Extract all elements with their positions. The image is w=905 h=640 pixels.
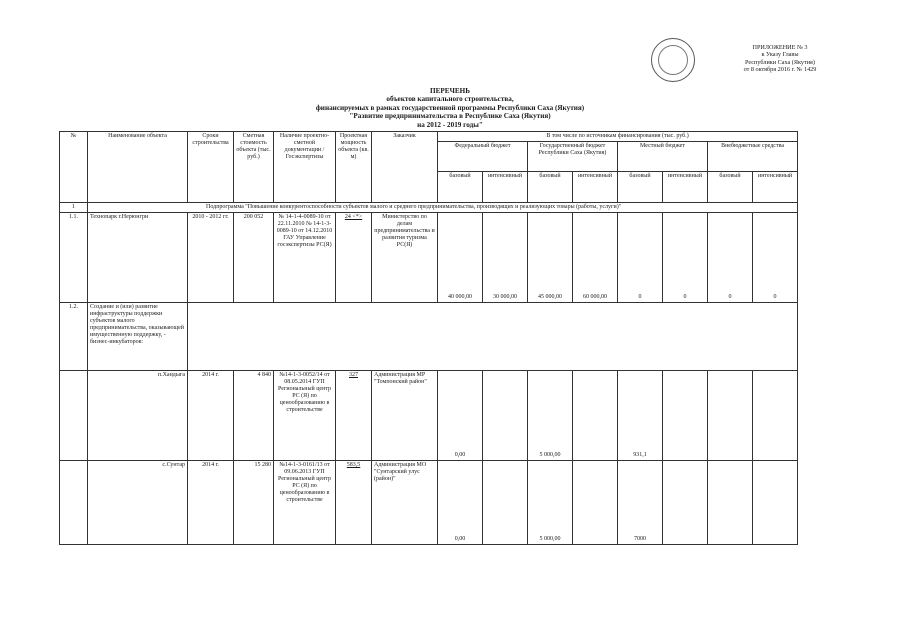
row-terms: 2014 г. — [188, 461, 234, 545]
row-no — [60, 461, 88, 545]
row-no: 1.2. — [60, 303, 88, 371]
header-base: базовый — [618, 172, 663, 203]
row-capacity — [336, 371, 372, 461]
header-name: Наименование объекта — [88, 132, 188, 203]
title-line: финансируемых в рамках государственной программы Республики Саха (Якутия) — [315, 103, 585, 112]
header-extra: Внебюджетные средства — [708, 142, 798, 172]
row-capacity — [336, 461, 372, 545]
row-docs: №14-1-3-0161/13 от 09.06.2013 ГУП Региональный центр РС (Я) по ценообразованию в строительстве — [274, 461, 336, 545]
header-intensive: интенсивный — [483, 172, 528, 203]
row-docs: № 14-1-4-0089-10 от 22.11.2010 № 14-1-3-0089-10 от 14.12.2010 ГАУ Управление госэкспертизы РС(Я) — [274, 213, 336, 303]
row-state-intensive — [573, 461, 618, 545]
header-base: базовый — [528, 172, 573, 203]
row-federal-base: 0,00 — [438, 371, 483, 461]
row-federal-intensive: 30 000,00 — [483, 213, 528, 303]
objects-table — [59, 131, 798, 545]
header-docs: Наличие проектно-сметной документации / Госэкспертизы — [274, 132, 336, 203]
title-line: объектов капитального строительства, — [386, 95, 514, 104]
row-state-base: 5 000,00 — [528, 461, 573, 545]
row-terms: 2014 г. — [188, 371, 234, 461]
row-extra-base — [708, 371, 753, 461]
row-federal-base: 40 000,00 — [438, 213, 483, 303]
table-row — [60, 461, 798, 545]
row-name: Технопарк г.Нерюнгри — [88, 213, 188, 303]
row-name: с.Сунтар — [88, 461, 188, 545]
appendix-line: от 8 октября 2016 г. № 1429 — [743, 66, 817, 74]
row-state-intensive: 60 000,00 — [573, 213, 618, 303]
row-local-base: 7000 — [618, 461, 663, 545]
appendix-line: Республики Саха (Якутия) — [745, 58, 815, 66]
row-federal-base: 0,00 — [438, 461, 483, 545]
subprogram-no: 1 — [60, 203, 88, 213]
row-customer: Министерство по делам предпринимательства и развития туризма РС(Я) — [372, 213, 438, 303]
title-line: на 2012 - 2019 годы" — [417, 120, 483, 129]
appendix-line: к Указу Главы — [761, 51, 799, 59]
row-state-intensive — [573, 371, 618, 461]
subprogram-row — [60, 203, 798, 213]
row-customer: Администрация МР "Томпонский район" — [372, 371, 438, 461]
header-intensive: интенсивный — [663, 172, 708, 203]
header-intensive: интенсивный — [573, 172, 618, 203]
title-line: ПЕРЕЧЕНЬ — [430, 87, 470, 95]
row-cost: 15 280 — [234, 461, 274, 545]
row-no — [60, 371, 88, 461]
row-extra-base — [708, 461, 753, 545]
header-no: № — [60, 132, 88, 203]
capacity-value: 583,5 — [346, 462, 361, 468]
subprogram-text: "Повышение конкурентоспособности субъектов малого и среднего предпринимательства, производящих и реализующих товары (работы, услуги)" — [245, 204, 622, 210]
subprogram-cell — [88, 203, 798, 213]
appendix-line: ПРИЛОЖЕНИЕ № 3 — [752, 44, 808, 51]
row-extra-base: 0 — [708, 213, 753, 303]
row-state-base: 5 000,00 — [528, 371, 573, 461]
header-row-1 — [60, 132, 798, 142]
header-terms: Сроки строительства — [188, 132, 234, 203]
row-docs: №14-1-3-0052/14 от 08.05.2014 ГУП Региональный центр РС (Я) по ценообразованию в строительстве — [274, 371, 336, 461]
header-federal: Федеральный бюджет — [438, 142, 528, 172]
row-federal-intensive — [483, 371, 528, 461]
row-federal-intensive — [483, 461, 528, 545]
row-name: Создание и (или) развитие инфраструктуры поддержки субъектов малого предпринимательства, оказывающей имущественную поддержку, - бизнес-инкубаторов: — [88, 303, 188, 371]
table-row — [60, 303, 798, 371]
table-row — [60, 213, 798, 303]
header-state: Государственный бюджет Республики Саха (Якутия) — [528, 142, 618, 172]
row-no: 1.1. — [60, 213, 88, 303]
row-customer: Администрация МО "Сунтарский улус (район)" — [372, 461, 438, 545]
header-customer: Заказчик — [372, 132, 438, 203]
header-cost: Сметная стоимость объекта (тыс. руб.) — [234, 132, 274, 203]
header-local: Местный бюджет — [618, 142, 708, 172]
row-terms: 2010 - 2012 гг. — [188, 213, 234, 303]
row-empty — [188, 303, 798, 371]
document-title — [200, 87, 700, 129]
row-cost: 200 052 — [234, 213, 274, 303]
subprogram-label: Подпрограмма — [206, 204, 244, 210]
row-extra-intensive — [753, 461, 798, 545]
row-local-base: 931,1 — [618, 371, 663, 461]
header-base: базовый — [708, 172, 753, 203]
header-intensive: интенсивный — [753, 172, 798, 203]
row-cost: 4 840 — [234, 371, 274, 461]
row-local-intensive — [663, 371, 708, 461]
row-name: п.Хандыга — [88, 371, 188, 461]
header-financing: В том числе по источникам финансирования (тыс. руб.) — [438, 132, 798, 142]
table-row — [60, 371, 798, 461]
row-capacity — [336, 213, 372, 303]
row-local-intensive: 0 — [663, 213, 708, 303]
header-base: базовый — [438, 172, 483, 203]
header-capacity: Проектная мощность объекта (кв. м) — [336, 132, 372, 203]
title-line: "Развитие предпринимательства в Республике Саха (Якутия) — [349, 112, 551, 121]
row-extra-intensive: 0 — [753, 213, 798, 303]
appendix-block — [680, 44, 880, 74]
capacity-value: 327 — [349, 372, 358, 378]
row-state-base: 45 000,00 — [528, 213, 573, 303]
row-local-intensive — [663, 461, 708, 545]
capacity-value: 24 <*> — [344, 214, 363, 220]
row-extra-intensive — [753, 371, 798, 461]
row-local-base: 0 — [618, 213, 663, 303]
